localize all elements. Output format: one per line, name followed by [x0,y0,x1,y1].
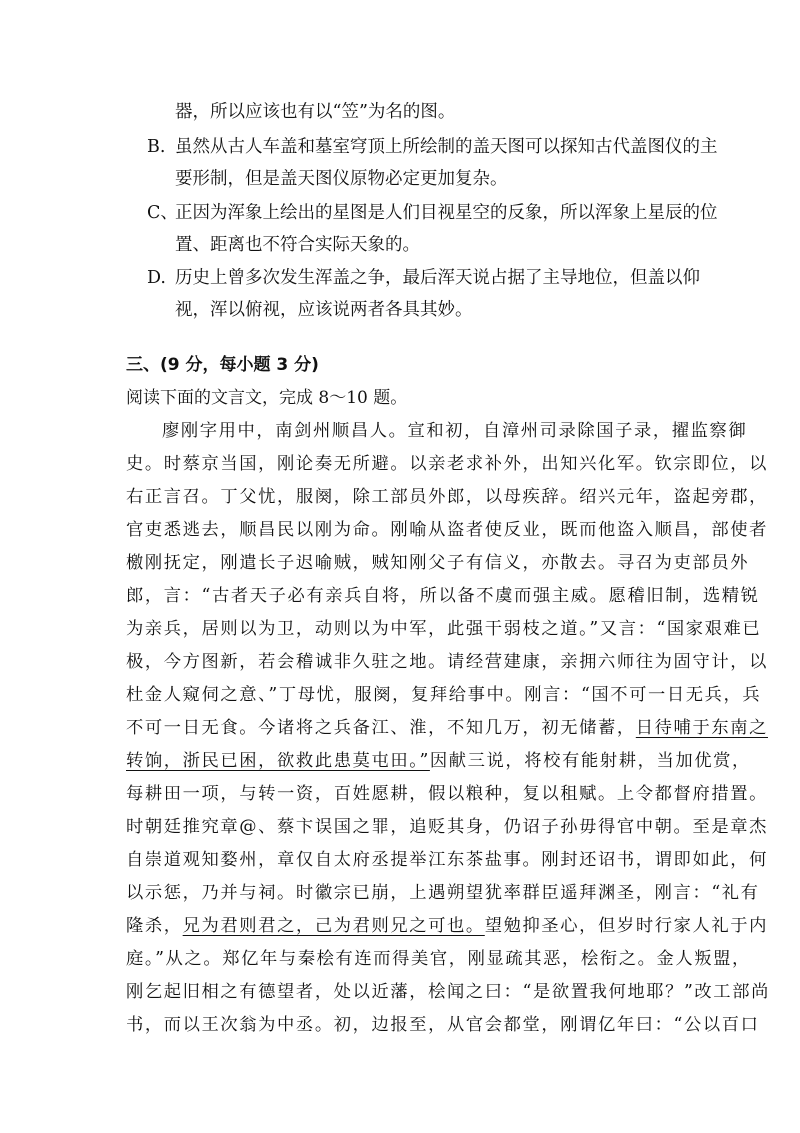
passage-line: 郎，言：“古者天子必有亲兵自将，所以备不虞而强主威。愿稽旧制，选精锐 [126,586,760,606]
option-c-label: C、 [147,203,178,223]
passage-line: 刚乞起旧相之有德望者，处以近藩，桧闻之曰：“是欲置我何地耶？”改工部尚 [126,982,770,1002]
section-heading: 三、(9 分，每小题 3 分) [126,355,319,375]
option-d-text-line2: 视，浑以俯视，应该说两者各具其妙。 [175,300,473,320]
passage-line [126,914,768,938]
passage-line: 檄刚抚定，刚遣长子迟喻贼，贼知刚父子有信义，亦散去。寻召为吏部员外 [126,553,750,573]
section-instruction: 阅读下面的文言文，完成 8～10 题。 [126,388,408,408]
passage-text: 隆杀， [126,916,183,936]
passage-line: 极，今方图新，若会稽诚非久驻之地。请经营建康，亲拥六师往为固守计，以 [126,652,768,672]
underlined-sentence: 日待哺于东南之 [635,718,768,738]
option-a-continuation: 器，所以应该也有以“笠”为名的图。 [175,102,456,122]
passage-line: 自崇道观知婺州，章仅自太府丞提举江东茶盐事。刚封还诏书，谓即如此，何 [126,850,768,870]
passage-line: 杜金人窥伺之意、”丁母忧，服阕，复拜给事中。刚言：“国不可一日无兵，兵 [126,685,762,705]
passage-line: 廖刚字用中，南剑州顺昌人。宣和初，自漳州司录除国子录，擢监察御 [162,421,748,441]
underlined-sentence: 转饷，浙民已困，欲救此患莫屯田。” [126,751,430,771]
passage-line: 史。时蔡京当国，刚论奏无所避。以亲老求补外，出知兴化军。钦宗即位，以 [126,454,768,474]
passage-line: 庭。”从之。郑亿年与秦桧有连而得美官，刚显疏其恶，桧衔之。金人叛盟， [126,949,751,969]
underlined-sentence: 兄为君则君之，己为君则兄之可也。 [182,916,485,936]
passage-text: 望勉抑圣心，但岁时行家人礼于内 [484,916,768,936]
option-d-text-line1: 历史上曾多次发生浑盖之争，最后浑天说占据了主导地位，但盖以仰 [175,268,700,288]
passage-line: 每耕田一项，与转一资，百姓愿耕，假以粮种，复以租赋。上令都督府措置。 [126,784,768,804]
passage-line: 右正言召。丁父忧，服阕，除工部员外郎，以母疾辞。绍兴元年，盗起旁郡， [126,487,768,507]
passage-line [126,716,768,740]
option-b-label: B. [147,137,166,157]
passage-line: 时朝廷推究章@、蔡卞误国之罪，追贬其身，仍诏子孙毋得官中朝。至是章杰 [126,817,768,837]
option-b-text-line2: 要形制，但是盖天图仪原物必定更加复杂。 [175,169,508,189]
option-c-text-line2: 置、距离也不符合实际天象的。 [175,235,420,255]
passage-line: 官吏悉逃去，顺昌民以刚为命。刚喻从盗者使反业，既而他盗入顺昌，部使者 [126,520,768,540]
passage-line: 为亲兵，居则以为卫，动则以为中军，此强干弱枝之道。”又言：“国家艰难已 [126,619,762,639]
passage-line [126,749,751,773]
passage-text: 不可一日无食。今诸将之兵备江、淮，不知几万，初无储蓄， [126,718,636,738]
passage-text: 因献三说，将校有能射耕，当加优赏， [429,751,751,771]
option-d-label: D. [147,268,166,288]
passage-line: 以示惩，乃并与祠。时徽宗已崩，上遇朔望犹率群臣遥拜渊圣，刚言：“礼有 [126,883,760,903]
option-c-text-line1: 正因为浑象上绘出的星图是人们目视星空的反象，所以浑象上星辰的位 [175,203,718,223]
option-b-text-line1: 虽然从古人车盖和墓室穹顶上所绘制的盖天图可以探知古代盖图仪的主 [175,137,718,157]
passage-line: 书，而以王次翁为中丞。初，边报至，从官会都堂，刚谓亿年曰：“公以百口 [126,1015,760,1035]
